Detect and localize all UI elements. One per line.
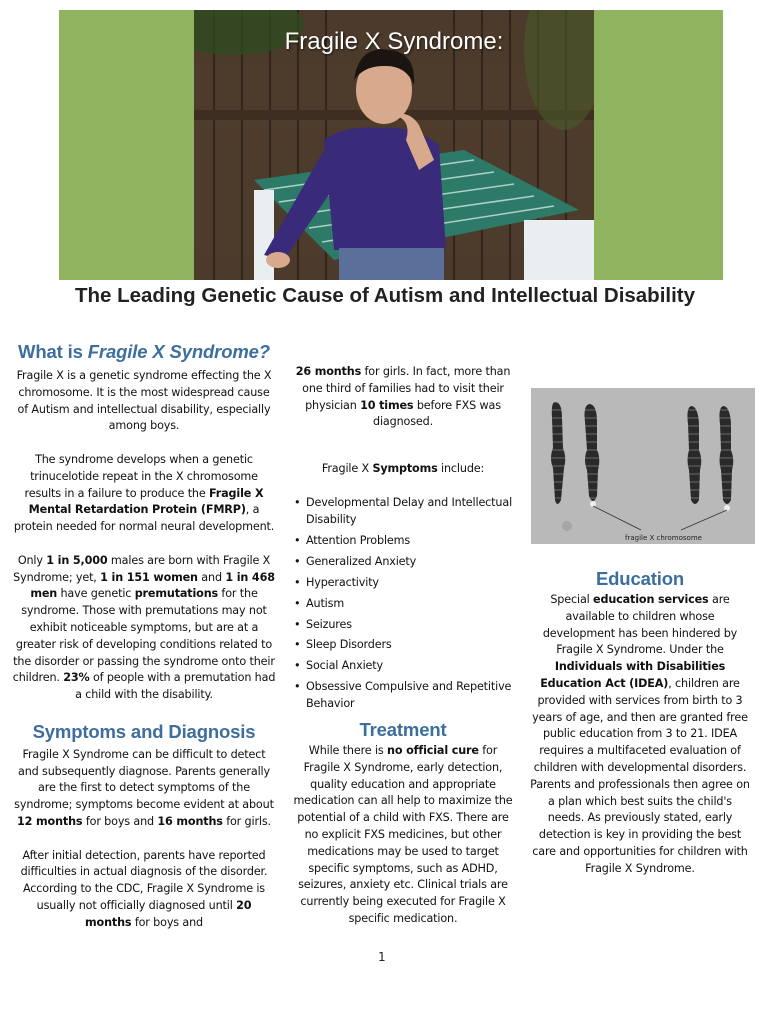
sd-p1-e: for girls. — [222, 814, 271, 828]
list-item: • Attention Problems — [294, 533, 514, 550]
symptoms-list-intro — [292, 461, 514, 478]
education-services: education services — [593, 593, 709, 606]
chromosome-caption: fragile X chromosome — [625, 534, 702, 542]
symptoms-diagnosis-paragraph-1 — [12, 747, 276, 831]
list-item: • Hyperactivity — [294, 575, 514, 592]
education-c: are available to children whose development has been hindered by Fragile X Syndrome. Under the — [542, 593, 738, 657]
symptoms-diagnosis-paragraph-2 — [12, 848, 276, 932]
what-is-heading — [12, 340, 276, 364]
sd-p1-boys-months: 12 months — [17, 814, 83, 828]
what-is-p3-g: have genetic — [57, 587, 135, 601]
symptoms-diagnosis-continued — [292, 364, 514, 431]
what-is-p3-premutations: premutations — [134, 587, 219, 601]
list-item: • Social Anxiety — [294, 658, 514, 675]
sym-intro-c: include: — [437, 462, 485, 476]
column-right — [530, 568, 750, 894]
what-is-paragraph-2 — [12, 452, 276, 536]
what-is-heading-italic: Fragile X Syndrome? — [87, 341, 270, 362]
education-a: Special — [550, 593, 594, 606]
symptoms-list — [294, 495, 514, 713]
sd-p2-a: After initial detection, parents have reported difficulties in actual diagnosis of the disorder. According to the CDC, Fragile X Syndrome is usually not officially diagnosed until — [20, 848, 268, 912]
what-is-p2-fmrp: Fragile X Mental Retardation Protein (FMRP) — [28, 486, 264, 517]
sd-p1-c: for boys and — [82, 814, 158, 828]
what-is-p2-a: The syndrome develops when a genetic trinucelotide repeat in the X chromosome results in a failure to produce the — [24, 452, 258, 500]
education-idea: Individuals with Disabilities Education Act (IDEA) — [540, 660, 726, 690]
what-is-p3-i: for the syndrome. Those with premutations may not exhibit noticeable symptoms, but are at a greater risk of developing conditions related to the disorder or passing the syndrome onto their children. — [12, 587, 275, 685]
what-is-heading-prefix: What is — [18, 341, 88, 362]
sd-cont-visits: 10 times — [360, 398, 414, 412]
education-heading: Education — [595, 568, 685, 589]
list-item: • Obsessive Compulsive and Repetitive Behavior — [294, 679, 514, 713]
treatment-paragraph — [292, 743, 514, 928]
column-middle — [292, 364, 514, 945]
what-is-paragraph-1: Fragile X is a genetic syndrome effecting the X chromosome. It is the most widespread cause of Autism and intellectual disability, especially among boys. — [16, 369, 272, 433]
sd-p1-a: Fragile X Syndrome can be difficult to detect and subsequently diagnose. Parents generally are the first to detect symptoms of the syndrome; symptoms become evident at about — [14, 747, 274, 812]
symptoms-diagnosis-heading: Symptoms and Diagnosis — [32, 720, 256, 742]
what-is-p3-e: and — [197, 570, 226, 584]
what-is-p2-c: , a protein needed for normal neural development. — [13, 503, 275, 534]
sd-p2-c: for boys and — [131, 915, 203, 929]
treatment-heading: Treatment — [359, 719, 447, 741]
what-is-p3-stat-women: 1 in 151 women — [100, 570, 198, 584]
chromosome-image — [531, 388, 755, 544]
what-is-p3-c: males are born with Fragile X Syndrome; yet, — [13, 553, 271, 584]
education-paragraph — [530, 592, 750, 878]
what-is-p3-a: Only — [17, 553, 47, 567]
what-is-paragraph-3 — [12, 553, 276, 704]
sd-cont-girls-diagnosis: 26 months — [295, 365, 362, 378]
page-headline: The Leading Genetic Cause of Autism and Intellectual Disability — [74, 284, 696, 307]
what-is-p3-percent: 23% — [63, 671, 90, 685]
sym-intro-bold: Symptoms — [372, 462, 438, 476]
what-is-p3-stat-men: 1 in 468 men — [30, 570, 275, 601]
sd-cont-b: for girls. In fact, more than one third of families had to visit their physician — [302, 365, 511, 412]
treatment-a: While there is — [308, 744, 387, 758]
what-is-p3-stat-males: 1 in 5,000 — [46, 553, 108, 567]
what-is-p3-k: of people with a premutation had a child with the disability. — [75, 671, 276, 702]
chromosome-illustration — [531, 388, 755, 544]
column-left — [12, 340, 276, 948]
list-item: • Autism — [294, 596, 514, 613]
page-number: 1 — [378, 950, 386, 964]
treatment-no-cure: no official cure — [387, 744, 479, 758]
treatment-c: for Fragile X Syndrome, early detection, quality education and appropriate medication can all help to maximize the potential of a child with FXS. There are no explicit FXS medicines, but other medications may be used to target specific symptoms, such as ADHD, seizures, anxiety etc. Clinical trials are currently being executed for Fragile X specific medication. — [293, 744, 513, 926]
list-item: • Sleep Disorders — [294, 637, 514, 654]
list-item: • Seizures — [294, 617, 514, 634]
sd-p1-girls-months: 16 months — [157, 814, 223, 828]
education-e: , children are provided with services from birth to 3 years of age, and then are granted free public education from 3 to 21. IDEA requires a multifaceted evaluation of children with developmental disorders. Parents and professionals then agree on a plan which best suits the child's needs. As previously stated, early detection is key in providing the best care and opportunities for children with Fragile X Syndrome. — [530, 676, 750, 875]
banner-title: Fragile X Syndrome: — [284, 28, 504, 55]
sd-p2-boys-diagnosis: 20 months — [85, 898, 252, 929]
sym-intro-a: Fragile X — [321, 462, 373, 476]
list-item: • Generalized Anxiety — [294, 554, 514, 571]
list-item: • Developmental Delay and Intellectual Disability — [294, 495, 514, 529]
sd-cont-d: before FXS was diagnosed. — [373, 398, 501, 429]
